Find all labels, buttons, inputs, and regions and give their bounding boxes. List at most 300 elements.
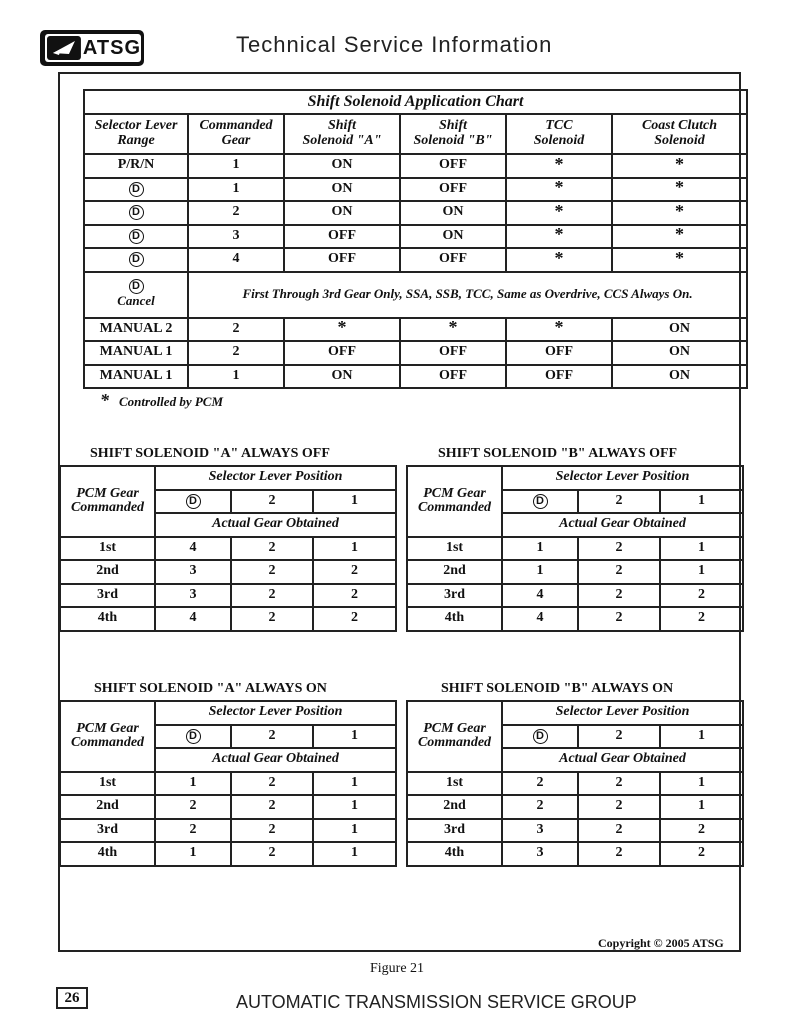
cell-value: 2	[615, 610, 623, 626]
cell-value: 2	[615, 492, 623, 508]
cell-value: 4	[232, 251, 240, 267]
cell-value: 1	[351, 492, 358, 508]
table-cell	[284, 341, 400, 365]
table-row	[84, 365, 747, 389]
selector-lever-position-label: Selector Lever Position	[208, 704, 343, 720]
cell-value: 1	[698, 492, 705, 508]
cell-value: ON	[331, 204, 353, 220]
selector-lever-position-header	[502, 701, 743, 725]
table-cell	[407, 584, 502, 608]
position-cell	[660, 725, 743, 749]
table-cell-note	[188, 272, 747, 318]
table-cell	[155, 772, 231, 796]
cell-value: 2	[615, 586, 623, 602]
cell-value: 2	[268, 563, 276, 579]
cell-value: ON	[669, 367, 691, 383]
cell-value: MANUAL 1	[99, 367, 173, 383]
table-cell	[502, 772, 578, 796]
pcm-gear-header	[60, 466, 155, 537]
table-cell	[188, 341, 284, 365]
table-cell	[313, 772, 396, 796]
table-cell	[506, 341, 612, 365]
cell-value: 3rd	[97, 821, 118, 837]
cell-value: 2	[189, 798, 197, 814]
position-cell	[502, 725, 578, 749]
actual-gear-obtained-header	[502, 748, 743, 772]
position-cell	[231, 725, 313, 749]
table-cell	[400, 365, 506, 389]
table-cell	[60, 795, 155, 819]
table-cell	[60, 819, 155, 843]
cell-value: 2	[615, 563, 623, 579]
atsg-logo	[40, 30, 144, 66]
cell-value: MANUAL 2	[99, 320, 173, 336]
page-footer: AUTOMATIC TRANSMISSION SERVICE GROUP	[236, 992, 637, 1012]
logo-text: ATSG	[82, 36, 141, 59]
table-cell	[155, 819, 231, 843]
drive-symbol: D	[186, 729, 201, 744]
table-row	[407, 842, 743, 866]
table-cell	[407, 607, 502, 631]
cell-value: OFF	[439, 344, 467, 360]
pcm-controlled-mark: *	[554, 201, 564, 221]
table-row	[407, 607, 743, 631]
cell-value: 2	[615, 798, 623, 814]
cell-value: ON	[669, 344, 691, 360]
cell-value: 2	[268, 821, 276, 837]
cancel-label: Cancel	[117, 293, 155, 309]
cell-value: 3	[189, 586, 197, 602]
position-cell	[155, 725, 231, 749]
sub-table-title: SHIFT SOLENOID "B" ALWAYS ON	[441, 681, 674, 696]
table-cell	[400, 341, 506, 365]
commanded-label: Commanded	[70, 735, 145, 751]
pcm-controlled-mark: *	[554, 154, 564, 174]
cell-value: 1st	[98, 774, 117, 790]
sub-table	[406, 465, 744, 632]
cell-value: 1	[232, 180, 240, 196]
table-cell	[188, 248, 284, 272]
cell-value: 3	[536, 821, 544, 837]
table-row	[407, 560, 743, 584]
header-line: TCC	[545, 118, 573, 134]
header-line: Range	[117, 133, 155, 148]
cell-value: 1	[232, 157, 240, 173]
actual-gear-obtained-label: Actual Gear Obtained	[212, 516, 339, 532]
table-cell	[84, 225, 188, 249]
commanded-label: Commanded	[417, 500, 492, 516]
shift-solenoid-application-chart	[83, 89, 748, 389]
table-cell	[578, 537, 660, 561]
sub-header-row	[60, 466, 396, 490]
table-cell	[155, 607, 231, 631]
cell-value: OFF	[545, 344, 573, 360]
pcm-controlled-mark: *	[554, 224, 564, 245]
table-cell	[188, 225, 284, 249]
table-cell	[60, 772, 155, 796]
table-cell	[660, 772, 743, 796]
table-cell	[84, 201, 188, 225]
cell-value: 1	[698, 727, 705, 743]
actual-gear-obtained-header	[155, 748, 396, 772]
cell-value: 3rd	[444, 586, 465, 602]
header-line: Shift	[438, 118, 467, 134]
cell-value: 4	[536, 610, 544, 626]
table-cell	[612, 248, 747, 272]
table-cell	[506, 318, 612, 342]
cell-value: P/R/N	[117, 157, 155, 173]
cell-value: 2	[268, 798, 276, 814]
table-cell	[188, 154, 284, 178]
table-cell	[578, 560, 660, 584]
drive-symbol: D	[129, 279, 144, 294]
drive-symbol: D	[186, 494, 201, 509]
cell-value: 2	[615, 821, 623, 837]
cell-value: 1st	[445, 539, 464, 555]
header-line: Solenoid "B"	[413, 133, 493, 148]
table-cell	[506, 178, 612, 202]
cell-value: 2	[615, 774, 623, 790]
table-cell	[502, 819, 578, 843]
table-cell	[400, 248, 506, 272]
table-row	[407, 537, 743, 561]
pcm-controlled-mark: *	[337, 317, 347, 338]
table-cell	[188, 318, 284, 342]
table-row	[60, 584, 396, 608]
table-cell	[231, 842, 313, 866]
cell-value: 2nd	[96, 798, 119, 814]
drive-symbol: D	[129, 182, 144, 197]
table-row	[60, 795, 396, 819]
chart-column-header	[612, 114, 747, 154]
table-row	[60, 560, 396, 584]
table-cell	[578, 795, 660, 819]
header-line: Solenoid "A"	[302, 133, 382, 148]
cell-value: ON	[442, 204, 464, 220]
cell-value: 2nd	[443, 798, 466, 814]
table-cell	[502, 537, 578, 561]
table-cell	[502, 584, 578, 608]
table-cell	[313, 537, 396, 561]
table-row	[60, 842, 396, 866]
cell-value: 2	[268, 845, 276, 861]
table-row-cancel	[84, 272, 747, 318]
cell-value: 1	[698, 798, 705, 814]
pcm-gear-label: PCM Gear	[423, 720, 486, 736]
header-line: Commanded	[199, 118, 273, 134]
position-cell	[502, 490, 578, 514]
table-cell	[188, 201, 284, 225]
table-row	[60, 819, 396, 843]
cell-value: 2	[232, 204, 240, 220]
sub-header-row	[407, 466, 743, 490]
pcm-gear-label: PCM Gear	[76, 720, 139, 736]
table-cell	[313, 795, 396, 819]
cell-value: 2	[268, 586, 276, 602]
table-cell	[407, 560, 502, 584]
cell-value: 3rd	[97, 586, 118, 602]
table-cell	[60, 537, 155, 561]
table-cell	[506, 154, 612, 178]
selector-lever-position-header	[502, 466, 743, 490]
cell-value: 2	[268, 727, 276, 743]
table-cell	[407, 819, 502, 843]
header-line: Selector Lever	[94, 118, 178, 134]
table-cell	[612, 318, 747, 342]
drive-symbol: D	[129, 205, 144, 220]
table-cell	[188, 178, 284, 202]
position-cell	[155, 490, 231, 514]
cell-value: OFF	[328, 227, 356, 243]
selector-lever-position-label: Selector Lever Position	[208, 469, 343, 485]
table-cell	[313, 584, 396, 608]
header-line: Solenoid	[654, 133, 705, 148]
chart-column-header	[284, 114, 400, 154]
atsg-logo-icon	[47, 36, 81, 60]
table-cell	[284, 225, 400, 249]
cell-value: 2	[232, 344, 240, 360]
position-cell	[660, 490, 743, 514]
table-cell	[612, 365, 747, 389]
table-row	[84, 248, 747, 272]
cell-value: 2	[615, 845, 623, 861]
cell-value: 1	[351, 821, 358, 837]
table-cell	[284, 201, 400, 225]
position-cell	[231, 490, 313, 514]
table-cell	[578, 607, 660, 631]
table-cell	[660, 537, 743, 561]
cell-value: 1	[698, 563, 705, 579]
pcm-gear-header	[60, 701, 155, 772]
cell-value: OFF	[439, 251, 467, 267]
page-header-title: Technical Service Information	[236, 32, 553, 57]
table-row	[84, 318, 747, 342]
cell-value: 2	[698, 845, 705, 861]
table-cell	[612, 225, 747, 249]
cell-value: 2	[232, 320, 240, 336]
cell-value: 1	[536, 539, 544, 555]
table-cell	[578, 819, 660, 843]
sub-header-row	[60, 701, 396, 725]
cell-value: 4th	[97, 845, 118, 861]
position-cell	[578, 725, 660, 749]
table-cell	[231, 537, 313, 561]
cell-value: 4	[536, 586, 544, 602]
footnote	[100, 390, 224, 410]
cell-value: OFF	[439, 367, 467, 383]
cell-value: 2	[351, 563, 358, 579]
cell-value: OFF	[328, 251, 356, 267]
cell-value: 2	[536, 774, 544, 790]
pcm-controlled-mark: *	[675, 154, 685, 174]
pcm-gear-header	[407, 701, 502, 772]
table-cell	[407, 537, 502, 561]
cell-value: 1	[189, 845, 197, 861]
pcm-controlled-mark: *	[675, 177, 685, 198]
drive-symbol: D	[129, 229, 144, 244]
table-cell	[612, 154, 747, 178]
table-cell	[155, 842, 231, 866]
table-cell	[188, 365, 284, 389]
table-cell	[155, 537, 231, 561]
table-cell	[84, 365, 188, 389]
cell-value: 4	[189, 539, 197, 555]
table-cell	[60, 560, 155, 584]
pcm-controlled-mark: *	[675, 201, 685, 221]
actual-gear-obtained-label: Actual Gear Obtained	[559, 516, 686, 532]
cell-value: 2	[268, 610, 276, 626]
cell-value: 2	[615, 539, 623, 555]
table-cell	[84, 341, 188, 365]
table-cell	[660, 560, 743, 584]
cell-value: 4th	[444, 845, 465, 861]
table-cell	[155, 795, 231, 819]
table-row	[60, 537, 396, 561]
table-cell	[60, 842, 155, 866]
cell-value: 4	[189, 610, 197, 626]
table-cell	[660, 842, 743, 866]
table-cell	[155, 560, 231, 584]
table-cell	[231, 584, 313, 608]
table-cell	[84, 248, 188, 272]
table-cell	[612, 341, 747, 365]
cell-value: 2	[189, 821, 197, 837]
table-cell	[660, 795, 743, 819]
table-cell	[612, 178, 747, 202]
sub-header-row	[407, 701, 743, 725]
actual-gear-obtained-label: Actual Gear Obtained	[212, 751, 339, 767]
cell-value: OFF	[545, 367, 573, 383]
actual-gear-obtained-header	[502, 513, 743, 537]
position-cell	[313, 725, 396, 749]
cell-value: 3rd	[444, 821, 465, 837]
drive-symbol: D	[533, 494, 548, 509]
table-row	[84, 201, 747, 225]
sub-table-title: SHIFT SOLENOID "B" ALWAYS OFF	[438, 446, 678, 461]
table-row	[60, 772, 396, 796]
figure-label: Figure 21	[370, 961, 425, 976]
cell-value: 2	[268, 539, 276, 555]
table-cell	[231, 607, 313, 631]
actual-gear-obtained-header	[155, 513, 396, 537]
table-cell	[284, 178, 400, 202]
sub-table	[59, 465, 397, 632]
table-row	[84, 178, 747, 202]
table-cell	[60, 607, 155, 631]
selector-lever-position-label: Selector Lever Position	[555, 704, 690, 720]
table-cell	[407, 842, 502, 866]
table-cell	[660, 584, 743, 608]
cell-value: 2	[351, 586, 358, 602]
cell-value: 1	[536, 563, 544, 579]
table-cell	[313, 842, 396, 866]
table-cell	[578, 584, 660, 608]
cell-value: ON	[331, 180, 353, 196]
sub-table	[59, 700, 397, 867]
table-cell	[502, 795, 578, 819]
cell-value: ON	[669, 320, 691, 336]
header-line: Shift	[327, 118, 356, 134]
cell-value: 1	[351, 539, 358, 555]
table-cell	[313, 607, 396, 631]
selector-lever-position-header	[155, 701, 396, 725]
table-cell	[313, 819, 396, 843]
table-cell	[84, 178, 188, 202]
table-cell	[60, 584, 155, 608]
table-row	[84, 154, 747, 178]
position-cell	[578, 490, 660, 514]
footnote-text: Controlled by PCM	[119, 394, 224, 409]
table-cell	[231, 795, 313, 819]
sub-table-title: SHIFT SOLENOID "A" ALWAYS OFF	[90, 446, 330, 461]
cell-value: OFF	[439, 157, 467, 173]
pcm-controlled-mark: *	[554, 177, 564, 198]
cell-value: 1	[351, 727, 358, 743]
position-cell	[313, 490, 396, 514]
pcm-gear-header	[407, 466, 502, 537]
table-cell	[84, 318, 188, 342]
cell-value: 1st	[445, 774, 464, 790]
chart-column-header	[506, 114, 612, 154]
cell-value: ON	[331, 157, 353, 173]
table-row	[407, 795, 743, 819]
cell-value: ON	[331, 367, 353, 383]
table-cell	[660, 607, 743, 631]
table-cell	[407, 795, 502, 819]
cell-value: 2nd	[443, 563, 466, 579]
table-cell	[284, 154, 400, 178]
pcm-controlled-mark: *	[675, 224, 685, 245]
table-cell	[84, 272, 188, 318]
chart-column-header	[84, 114, 188, 154]
table-cell	[231, 772, 313, 796]
commanded-label: Commanded	[70, 500, 145, 516]
table-cell	[284, 318, 400, 342]
table-cell	[506, 225, 612, 249]
cell-value: 1	[351, 774, 358, 790]
table-cell	[231, 819, 313, 843]
cell-value: OFF	[439, 180, 467, 196]
chart-column-header	[400, 114, 506, 154]
cell-value: 1	[698, 774, 705, 790]
table-cell	[400, 225, 506, 249]
cell-value: 2	[536, 798, 544, 814]
cell-value: 2	[268, 774, 276, 790]
header-line: Coast Clutch	[641, 118, 718, 134]
actual-gear-obtained-label: Actual Gear Obtained	[559, 751, 686, 767]
cell-value: 1st	[98, 539, 117, 555]
table-cell	[578, 842, 660, 866]
selector-lever-position-label: Selector Lever Position	[555, 469, 690, 485]
table-row	[60, 607, 396, 631]
cell-value: 3	[536, 845, 544, 861]
cell-value: MANUAL 1	[99, 344, 173, 360]
pcm-gear-label: PCM Gear	[76, 485, 139, 501]
cell-value: 1	[351, 845, 358, 861]
sub-table	[406, 700, 744, 867]
table-cell	[231, 560, 313, 584]
cell-value: ON	[442, 227, 464, 243]
selector-lever-position-header	[155, 466, 396, 490]
cell-value: 1	[351, 798, 358, 814]
chart-title: Shift Solenoid Application Chart	[84, 90, 747, 114]
pcm-controlled-mark: *	[675, 248, 685, 268]
cell-value: 1	[698, 539, 705, 555]
table-cell	[84, 154, 188, 178]
table-cell	[660, 819, 743, 843]
table-row	[84, 341, 747, 365]
table-cell	[284, 248, 400, 272]
